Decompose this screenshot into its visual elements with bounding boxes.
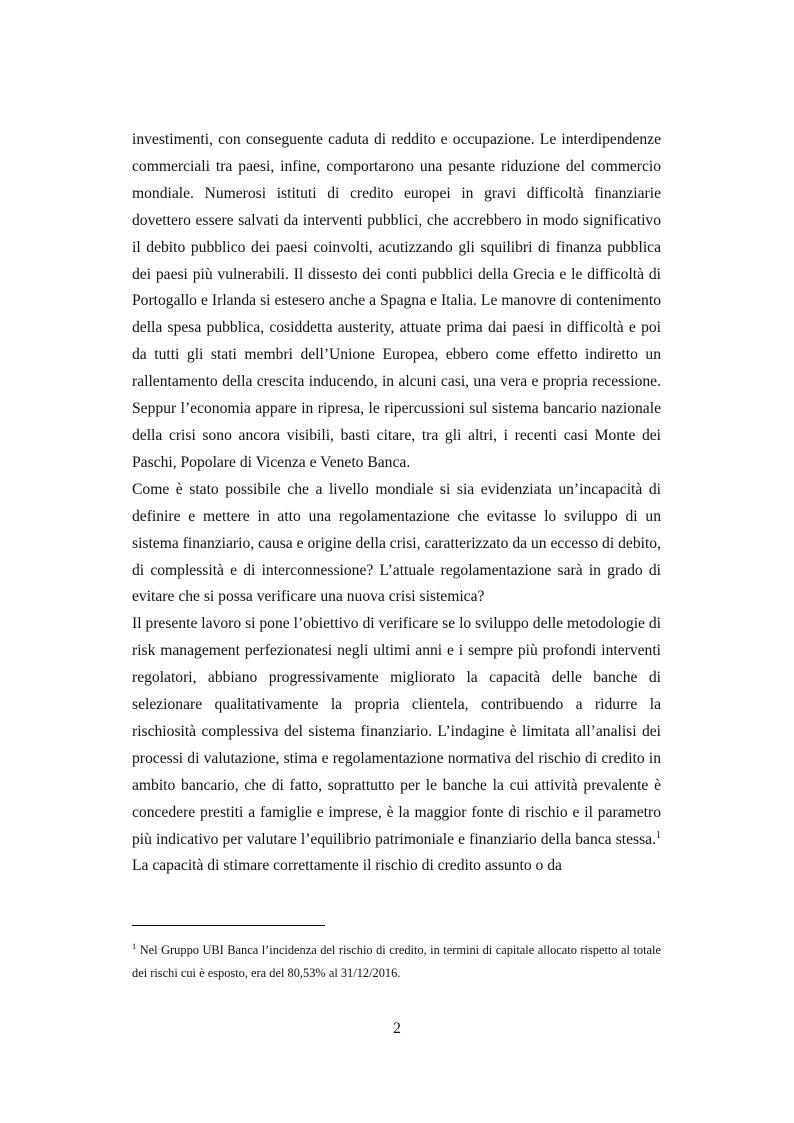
footnote <box>132 939 661 985</box>
body-text <box>132 127 661 880</box>
paragraph-3-continuation: La capacità di stimare correttamente il rischio di credito assunto o da <box>132 857 562 875</box>
footnote-text: Nel Gruppo UBI Banca l’incidenza del rischio di credito, in termini di capitale allocato rispetto al totale dei rischi cui è esposto, era del 80,53% al 31/12/2016. <box>132 943 661 980</box>
paragraph-3-text: Il presente lavoro si pone l’obiettivo di verificare se lo sviluppo delle metodologie di risk management perfezionatesi negli ultimi anni e i sempre più profondi interventi regolatori, abbiano progressivamente migliorato la capacità delle banche di selezionare qualitativamente la propria clientela, contribuendo a ridurre la rischiosità complessiva del sistema finanziario. L’indagine è limitata all’analisi dei processi di valutazione, stima e regolamentazione normativa del rischio di credito in ambito bancario, che di fatto, soprattutto per le banche la cui attività prevalente è concedere prestiti a famiglie e imprese, è la maggior fonte di rischio e il parametro più indicativo per valutare l’equilibrio patrimoniale e finanziario della banca stessa. <box>132 615 661 848</box>
footnote-separator <box>132 925 325 926</box>
paragraph-3 <box>132 611 661 880</box>
paragraph-2: Come è stato possibile che a livello mondiale si sia evidenziata un’incapacità di definire e mettere in atto una regolamentazione che evitasse lo sviluppo di un sistema finanziario, causa e origine della crisi, caratterizzato da un eccesso di debito, di complessità e di interconnessione? L’attuale regolamentazione sarà in grado di evitare che si possa verificare una nuova crisi sistemica? <box>132 480 661 606</box>
paragraph-1: investimenti, con conseguente caduta di reddito e occupazione. Le interdipendenze commerciali tra paesi, infine, comportarono una pesante riduzione del commercio mondiale. Numerosi istituti di credito europei in gravi difficoltà finanziarie dovettero essere salvati da interventi pubblici, che accrebbero in modo significativo il debito pubblico dei paesi coinvolti, acutizzando gli squilibri di finanza pubblica dei paesi più vulnerabili. Il dissesto dei conti pubblici della Grecia e le difficoltà di Portogallo e Irlanda si estesero anche a Spagna e Italia. Le manovre di contenimento della spesa pubblica, cosiddetta austerity, attuate prima dai paesi in difficoltà e poi da tutti gli stati membri dell’Unione Europea, ebbero come effetto indiretto un rallentamento della crescita inducendo, in alcuni casi, una vera e propria recessione. Seppur l’economia appare in ripresa, le ripercussioni sul sistema bancario nazionale della crisi sono ancora visibili, basti citare, tra gli altri, i recenti casi Monte dei Paschi, Popolare di Vicenza e Veneto Banca. <box>132 131 661 471</box>
page-number: 2 <box>393 1020 401 1037</box>
footnote-marker: 1 <box>132 940 137 951</box>
footnote-reference[interactable]: 1 <box>656 829 661 841</box>
